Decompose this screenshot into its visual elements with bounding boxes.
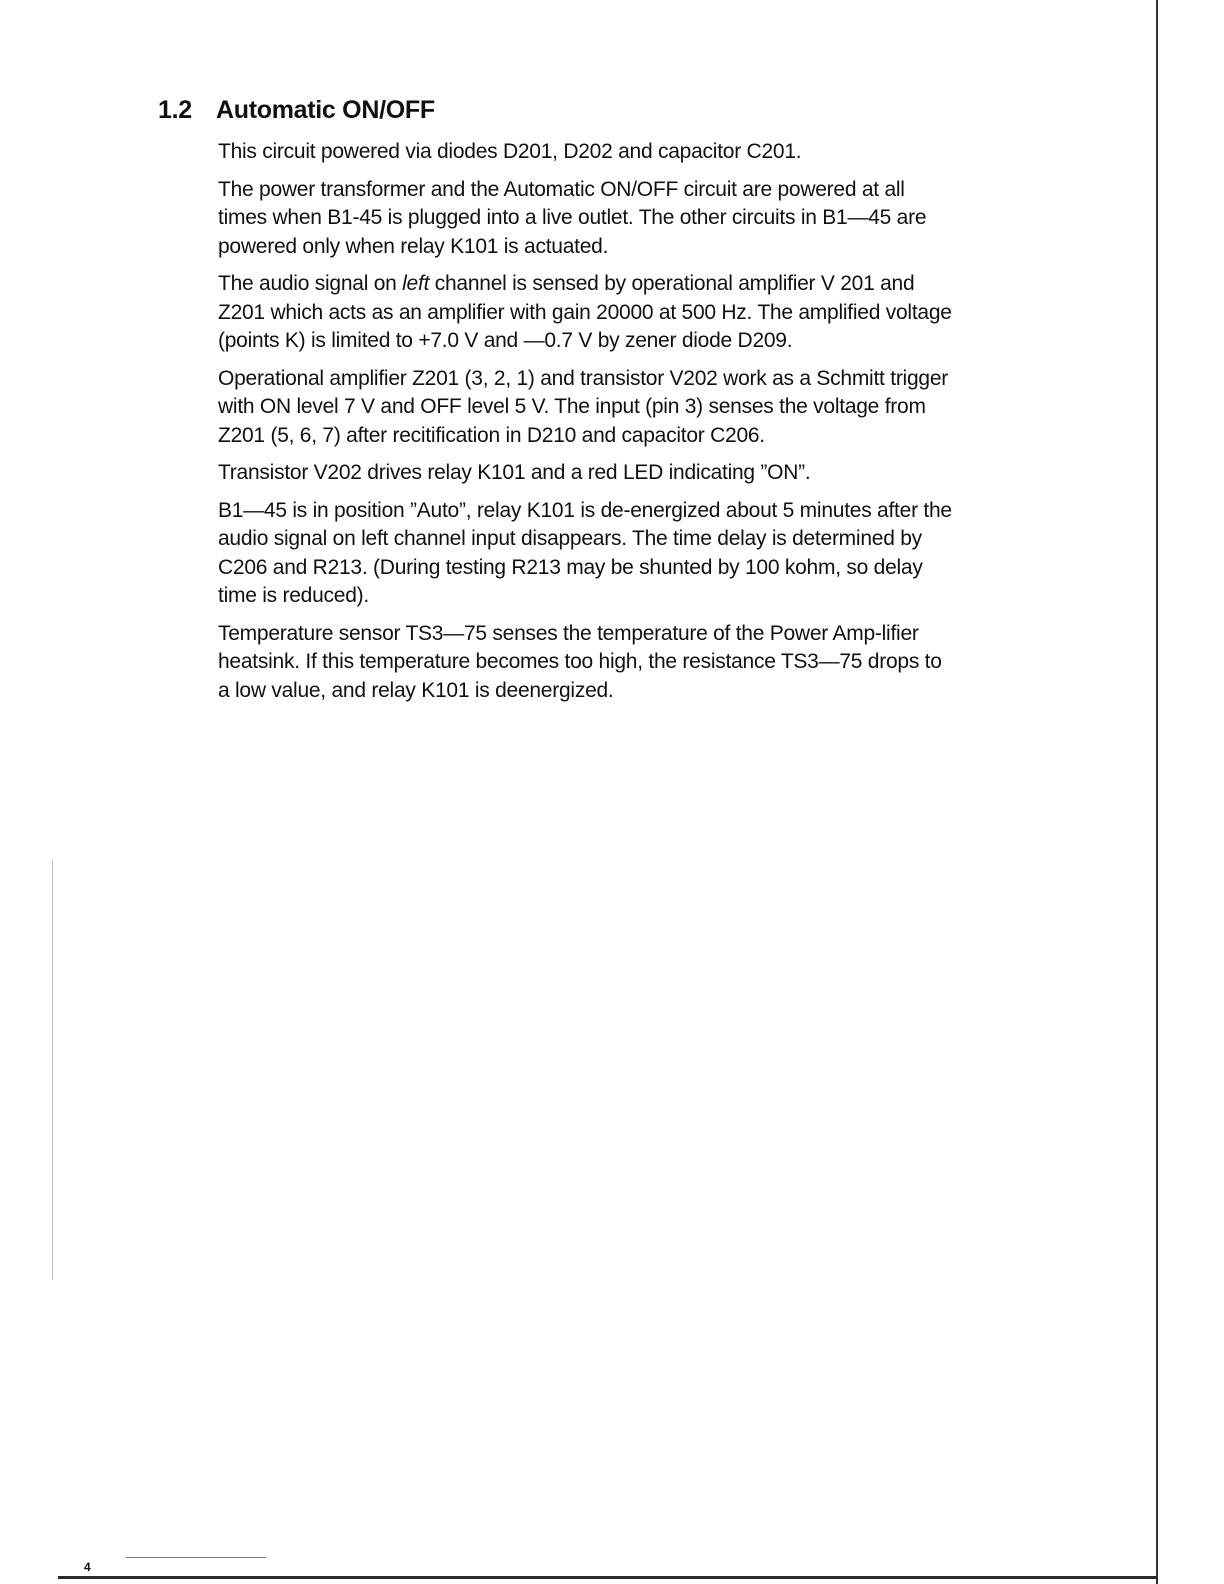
paragraph-relay-led: Transistor V202 drives relay K101 and a red LED indicating ”ON”. [218, 461, 811, 484]
paragraph-auto-position: B1—45 is in position ”Auto”, relay K101 is de-energized about 5 minutes after the audio signal on left channel input disappears. The time delay is determined by C206 and R213. (During testing R213 may be shunted by 100 kohm, so delay time is reduced). [218, 498, 952, 607]
section-title: Automatic ON/OFF [216, 96, 435, 124]
paragraph-audio-signal-end: channel is sensed by operational amplifier V 201 and Z201 which acts as an amplifier with gain 20000 at 500 Hz. The amplified voltage (points K) is limited to +7.0 V and —0.7 V by zener diode D209. [218, 272, 952, 352]
section-number: 1.2 [158, 96, 192, 124]
paragraph-audio-signal-start: The audio signal on [218, 272, 403, 295]
paragraph-power-supply: This circuit powered via diodes D201, D202 and capacitor C201. [218, 140, 802, 163]
section-heading [158, 96, 435, 125]
page-right-border [1156, 0, 1158, 1584]
body-text [218, 138, 958, 714]
page-number: 4 [84, 1560, 91, 1574]
paragraph-temperature-sensor: Temperature sensor TS3—75 senses the temperature of the Power Amp-lifier heatsink. If this temperature becomes too high, the resistance TS3—75 drops to a low value, and relay K101 is deenergized. [218, 621, 942, 702]
paragraph-audio-signal-emphasis: left [402, 272, 430, 295]
paragraph-power-transformer: The power transformer and the Automatic ON/OFF circuit are powered at all times when B1-45 is plugged into a live outlet. The other circuits in B1—45 are powered only when relay K101 is actuated. [218, 177, 927, 258]
footer-rule [58, 1576, 1158, 1579]
scan-artifact-line [52, 860, 53, 1280]
footer-short-rule [126, 1557, 266, 1558]
paragraph-schmitt-trigger: Operational amplifier Z201 (3, 2, 1) and transistor V202 work as a Schmitt trigger with ON level 7 V and OFF level 5 V. The input (pin 3) senses the voltage from Z201 (5, 6, 7) after recitification in D210 and capacitor C206. [218, 366, 949, 447]
paragraph-audio-signal [218, 270, 958, 356]
